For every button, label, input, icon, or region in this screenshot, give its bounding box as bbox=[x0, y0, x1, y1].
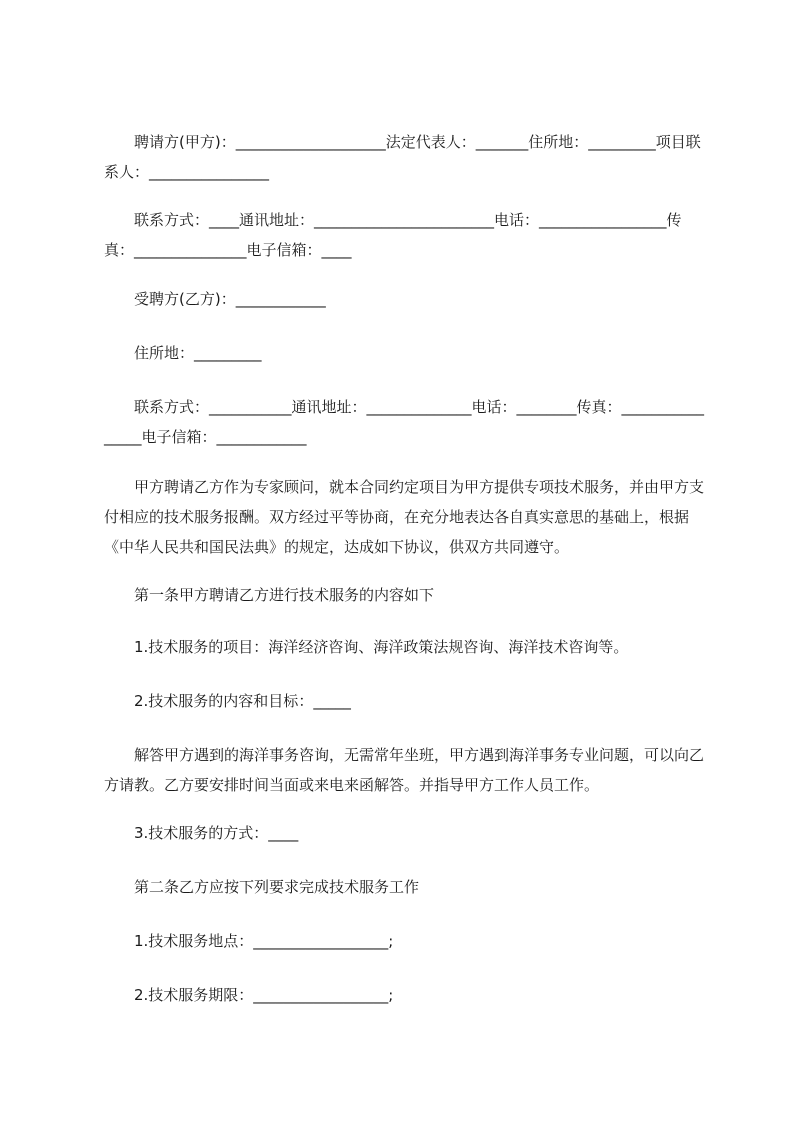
party-b-address: 住所地：_________ bbox=[134, 344, 262, 362]
party-b-title: 受聘方(乙方)：____________ bbox=[134, 290, 326, 308]
preamble-paragraph: 甲方聘请乙方作为专家顾问，就本合同约定项目为甲方提供专项技术服务，并由甲方支付相应的技术服务报酬。双方经过平等协商，在充分地表达各自真实意思的基础上，根据《中华人民共和国民法典》的规定，达成如下协议，供双方共同遵守。 bbox=[104, 478, 705, 556]
service-period: 2.技术服务期限：__________________; bbox=[134, 986, 394, 1004]
party-b-contact: 联系方式：___________通讯地址：______________电话：________传真：________________电子信箱：____________ bbox=[104, 398, 705, 446]
service-location: 1.技术服务地点：__________________; bbox=[134, 932, 394, 950]
party-a-contact: 联系方式：____通讯地址：________________________电话：_________________传真：_______________电子信箱：____ bbox=[104, 211, 682, 259]
article-1-heading: 第一条甲方聘请乙方进行技术服务的内容如下 bbox=[134, 586, 435, 604]
service-description: 解答甲方遇到的海洋事务咨询，无需常年坐班，甲方遇到海洋事务专业问题，可以向乙方请教。乙方要安排时间当面或来电来函解答。并指导甲方工作人员工作。 bbox=[104, 746, 705, 794]
article-2-heading: 第二条乙方应按下列要求完成技术服务工作 bbox=[134, 878, 420, 896]
service-content-goal: 2.技术服务的内容和目标：_____ bbox=[134, 692, 351, 710]
party-a-info: 聘请方(甲方)：____________________法定代表人：_______住所地：_________项目联系人：________________ bbox=[104, 133, 701, 181]
service-method: 3.技术服务的方式：____ bbox=[134, 824, 299, 842]
service-items: 1.技术服务的项目：海洋经济咨询、海洋政策法规咨询、海洋技术咨询等。 bbox=[134, 638, 629, 656]
